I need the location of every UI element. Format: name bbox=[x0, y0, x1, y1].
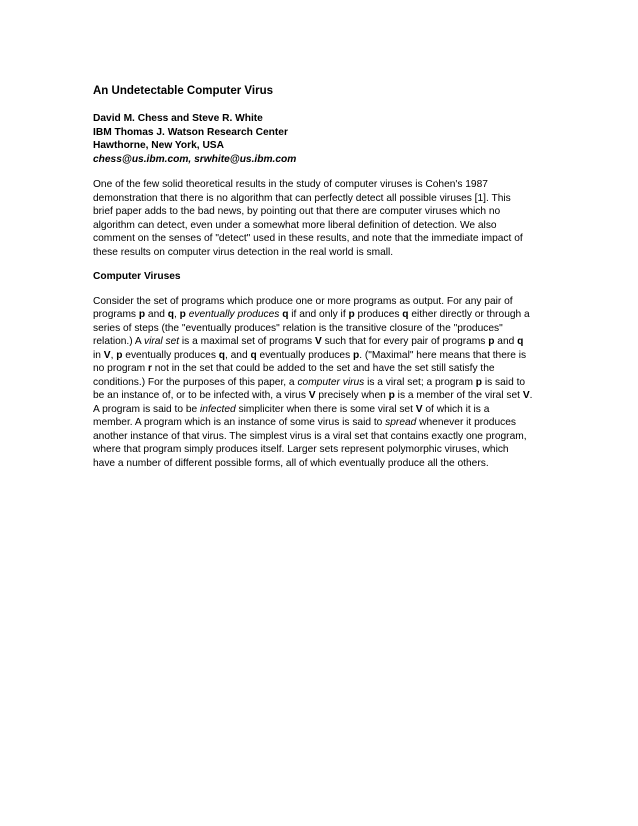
body-text: Consider the set of programs which produce one or more programs as output. For any pair of bbox=[93, 295, 513, 307]
abstract-line: comment on the senses of "detect" used in these results, and note that the immediate impact of bbox=[93, 233, 523, 244]
body-text: produces bbox=[354, 309, 403, 320]
affiliation: IBM Thomas J. Watson Research Center bbox=[93, 126, 288, 138]
italic-term: computer virus bbox=[297, 376, 365, 388]
bold-term: p bbox=[488, 336, 495, 347]
body-text: A program is said to be bbox=[93, 403, 201, 415]
body-text: such that for every pair of programs bbox=[321, 336, 489, 347]
bold-term: q bbox=[517, 336, 524, 347]
body-line bbox=[93, 335, 553, 349]
author-names: David M. Chess and Steve R. White bbox=[93, 113, 263, 124]
body-line bbox=[93, 389, 553, 403]
bold-term: V bbox=[308, 390, 316, 401]
author-block bbox=[93, 112, 553, 166]
bold-term: p bbox=[388, 390, 395, 401]
body-text: another instance of that virus. The simplest virus is a viral set that contains exactly one program, bbox=[93, 430, 527, 442]
body-text: series of steps (the "eventually produces" relation is the transitive closure of the "produces" bbox=[93, 322, 503, 334]
abstract-line: these results on computer virus detection in the real world is small. bbox=[93, 246, 394, 258]
author-emails: chess@us.ibm.com, srwhite@us.ibm.com bbox=[93, 153, 297, 165]
body-text: relation.) A bbox=[93, 336, 144, 347]
bold-term: q bbox=[282, 309, 289, 320]
abstract-line: demonstration that there is no algorithm that can perfectly detect all possible viruses [1]. This bbox=[93, 192, 511, 204]
body-line bbox=[93, 430, 553, 444]
body-text: programs bbox=[93, 309, 139, 320]
body-text: is a member of the viral set bbox=[394, 390, 523, 401]
abstract-line: One of the few solid theoretical results in the study of computer viruses is Cohen's 1987 bbox=[93, 179, 488, 190]
body-text: conditions.) For the purposes of this paper, a bbox=[93, 376, 298, 388]
body-text: if and only if bbox=[288, 309, 349, 320]
italic-term: viral set bbox=[143, 336, 180, 347]
italic-term: infected bbox=[200, 403, 236, 415]
body-line bbox=[93, 362, 553, 376]
body-text: is a viral set; a program bbox=[364, 376, 476, 388]
body-text: not in the set that could be added to the set and have the set still satisfy the bbox=[151, 363, 495, 374]
body-line bbox=[93, 403, 553, 417]
body-text: . bbox=[529, 390, 533, 401]
body-text: eventually produces bbox=[256, 349, 353, 361]
body-text: eventually produces bbox=[122, 349, 219, 361]
body-text: and bbox=[494, 336, 518, 347]
body-text: simpliciter when there is some viral set bbox=[235, 403, 416, 415]
section-heading: Computer Viruses bbox=[93, 271, 181, 282]
body-text: no program bbox=[93, 363, 148, 374]
bold-term: V bbox=[103, 349, 111, 361]
abstract-paragraph bbox=[93, 178, 553, 259]
body-text: either directly or through a bbox=[408, 309, 530, 320]
bold-term: p bbox=[116, 349, 123, 361]
location: Hawthorne, New York, USA bbox=[93, 140, 224, 151]
body-text: where that program simply produces itself. Larger sets represent polymorphic viruses, which bbox=[93, 444, 509, 455]
abstract-line: brief paper adds to the bad news, by pointing out that there are computer viruses which no bbox=[93, 206, 501, 217]
bold-term: p bbox=[353, 349, 360, 361]
body-text: , bbox=[110, 349, 117, 361]
body-text: is a maximal set of programs bbox=[179, 336, 315, 347]
body-text: whenever it produces bbox=[416, 417, 516, 428]
body-text: , bbox=[174, 309, 180, 320]
bold-term: p bbox=[348, 309, 355, 320]
body-text: is said to bbox=[482, 376, 526, 388]
body-line bbox=[93, 376, 553, 390]
body-paragraph bbox=[93, 295, 553, 471]
body-text: and bbox=[145, 309, 168, 320]
bold-term: r bbox=[147, 363, 152, 374]
body-line bbox=[93, 443, 553, 457]
body-text: precisely when bbox=[315, 390, 389, 401]
italic-term: eventually produces bbox=[188, 309, 280, 320]
bold-term: q bbox=[250, 349, 257, 361]
bold-term: q bbox=[218, 349, 225, 361]
abstract-line: algorithm can detect, even under a somewhat more liberal definition of detection. We also bbox=[93, 219, 497, 231]
body-line bbox=[93, 322, 553, 336]
bold-term: V bbox=[314, 336, 322, 347]
body-text: , and bbox=[224, 349, 251, 361]
bold-term: V bbox=[522, 390, 530, 401]
bold-term: p bbox=[179, 309, 186, 320]
bold-term: p bbox=[138, 309, 146, 320]
body-line bbox=[93, 308, 553, 322]
body-text: in bbox=[93, 349, 104, 361]
paper-title: An Undetectable Computer Virus bbox=[93, 85, 273, 97]
bold-term: q bbox=[167, 309, 174, 320]
body-line bbox=[93, 349, 553, 363]
bold-term: q bbox=[402, 309, 409, 320]
body-text: have a number of different possible forms, all of which eventually produce all the others. bbox=[93, 457, 489, 469]
body-line bbox=[93, 416, 553, 430]
body-text: be an instance of, or to be infected with, a virus bbox=[93, 390, 309, 401]
body-text: member. A program which is an instance of some virus is said to bbox=[93, 417, 386, 428]
body-line bbox=[93, 295, 553, 309]
body-text: . ("Maximal" here means that there is bbox=[359, 349, 527, 361]
paper-page bbox=[93, 84, 553, 470]
italic-term: spread bbox=[385, 417, 417, 428]
body-line bbox=[93, 457, 553, 471]
bold-term: p bbox=[475, 376, 483, 388]
bold-term: V bbox=[415, 403, 423, 415]
body-text: of which it is a bbox=[422, 403, 490, 415]
